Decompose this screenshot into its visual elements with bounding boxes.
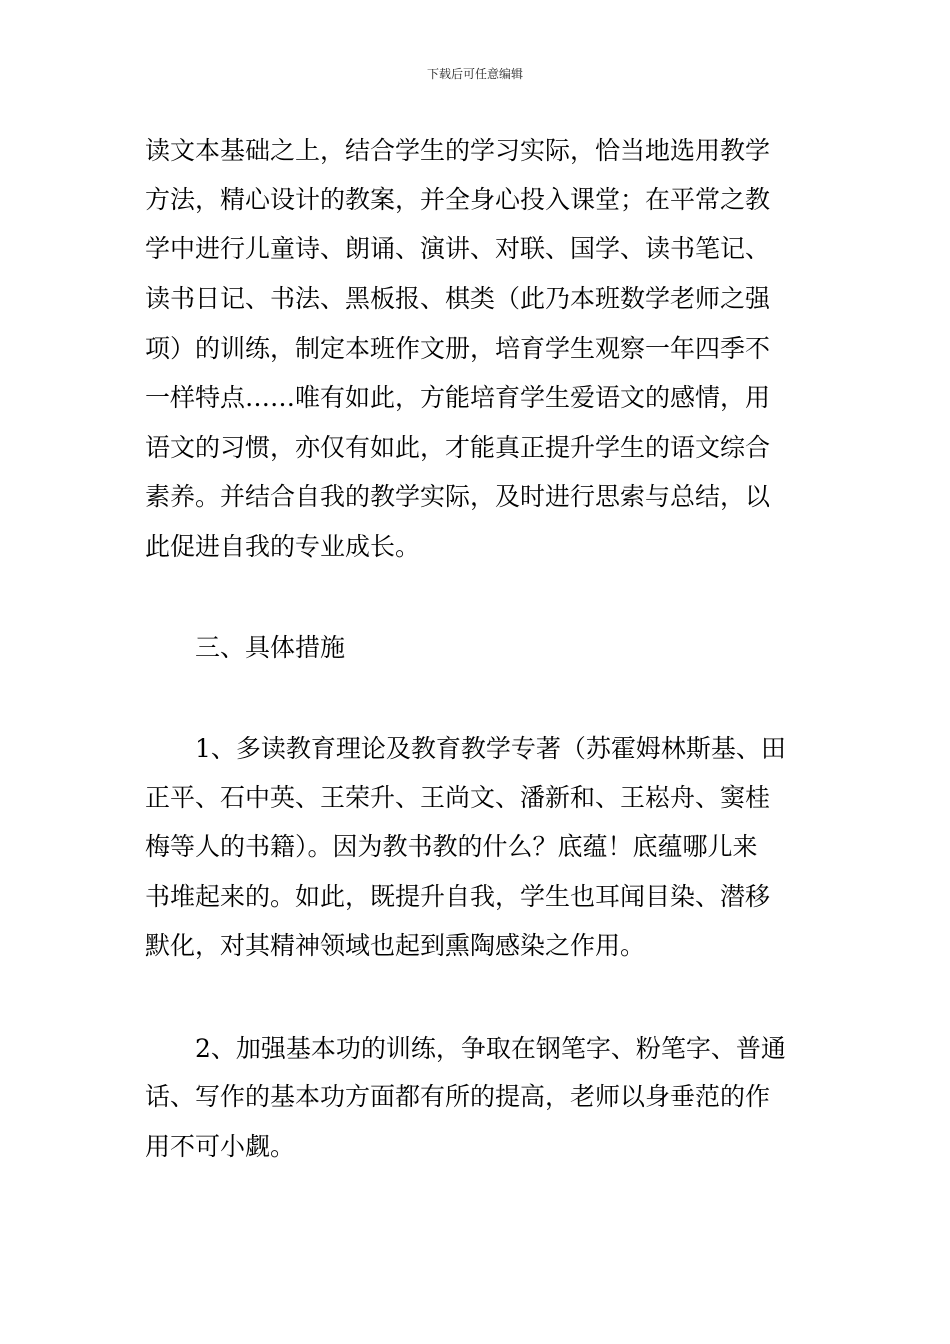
section-heading: 三、具体措施 xyxy=(195,633,346,662)
paragraph-1-line-6: 一样特点……唯有如此，方能培育学生爱语文的感情，用 xyxy=(145,383,771,412)
paragraph-1-line-8: 素养。并结合自我的教学实际，及时进行思索与总结，以 xyxy=(145,482,771,511)
paragraph-2-line-3: 梅等人的书籍）。因为教书教的什么？底蕴！底蕴哪儿来 xyxy=(145,832,758,861)
page-header: 下载后可任意编辑 xyxy=(426,67,523,81)
paragraph-2-line-1: 1、多读教育理论及教育教学专著（苏霍姆林斯基、田 xyxy=(195,734,786,763)
paragraph-1-line-7: 语文的习惯，亦仅有如此，才能真正提升学生的语文综合 xyxy=(145,433,771,462)
paragraph-1-line-2: 方法，精心设计的教案，并全身心投入课堂；在平常之教 xyxy=(145,185,771,214)
paragraph-2-line-5: 默化，对其精神领域也起到熏陶感染之作用。 xyxy=(145,931,646,960)
paragraph-3-line-1: 2、加强基本功的训练，争取在钢笔字、粉笔字、普通 xyxy=(195,1034,786,1063)
paragraph-1-line-5: 项）的训练，制定本班作文册，培育学生观察一年四季不 xyxy=(145,334,771,363)
paragraph-2-line-2: 正平、石中英、王荣升、王尚文、潘新和、王崧舟、窦桂 xyxy=(145,783,771,812)
paragraph-1-line-4: 读书日记、书法、黑板报、棋类（此乃本班数学老师之强 xyxy=(145,284,771,313)
paragraph-1-line-1: 读文本基础之上，结合学生的学习实际，恰当地选用教学 xyxy=(145,136,771,165)
paragraph-1-line-9: 此促进自我的专业成长。 xyxy=(145,532,421,561)
paragraph-2-line-4: 书堆起来的。如此，既提升自我，学生也耳闻目染、潜移 xyxy=(145,882,771,911)
paragraph-3-line-2: 话、写作的基本功方面都有所的提高，老师以身垂范的作 xyxy=(145,1082,771,1111)
paragraph-1-line-3: 学中进行儿童诗、朗诵、演讲、对联、国学、读书笔记、 xyxy=(145,234,771,263)
paragraph-3-line-3: 用不可小觑。 xyxy=(145,1132,296,1161)
